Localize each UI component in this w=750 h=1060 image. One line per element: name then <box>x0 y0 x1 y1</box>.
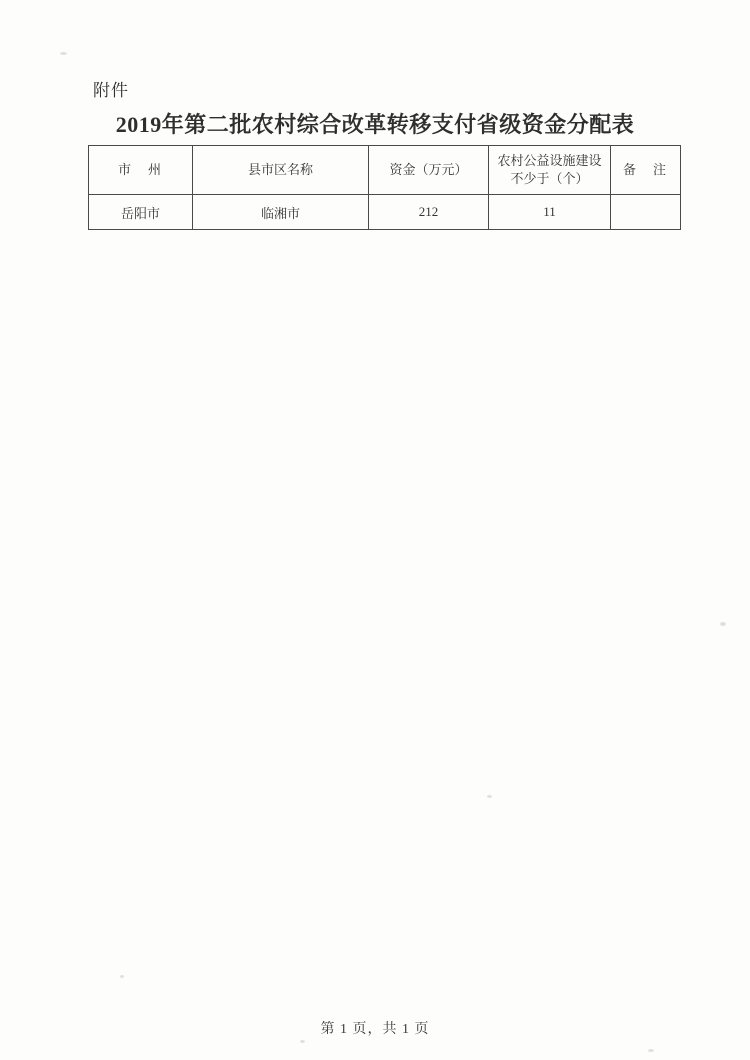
table-body <box>89 195 681 230</box>
column-header-city: 市 州 <box>89 146 193 195</box>
cell-county: 临湘市 <box>193 195 369 230</box>
column-header-remark: 备 注 <box>611 146 681 195</box>
page-footer: 第 1 页，共 1 页 <box>320 1022 430 1037</box>
column-header-facilities-line1: 农村公益设施建设 <box>497 153 602 169</box>
allocation-table <box>88 145 681 230</box>
cell-facilities: 11 <box>489 195 611 230</box>
column-header-county: 县市区名称 <box>193 146 369 195</box>
page-title: 2019年第二批农村综合改革转移支付省级资金分配表 <box>115 112 635 137</box>
table-row <box>89 195 681 230</box>
cell-funds: 212 <box>369 195 489 230</box>
column-header-facilities-line2: 不少于（个） <box>510 171 589 186</box>
column-header-funds: 资金（万元） <box>369 146 489 195</box>
attachment-label: 附件 <box>93 81 129 100</box>
cell-city: 岳阳市 <box>89 195 193 230</box>
allocation-table-wrapper <box>88 145 680 230</box>
column-header-facilities <box>489 146 611 195</box>
table-header-row <box>89 146 681 195</box>
table-header <box>89 146 681 195</box>
cell-remark <box>611 195 681 230</box>
